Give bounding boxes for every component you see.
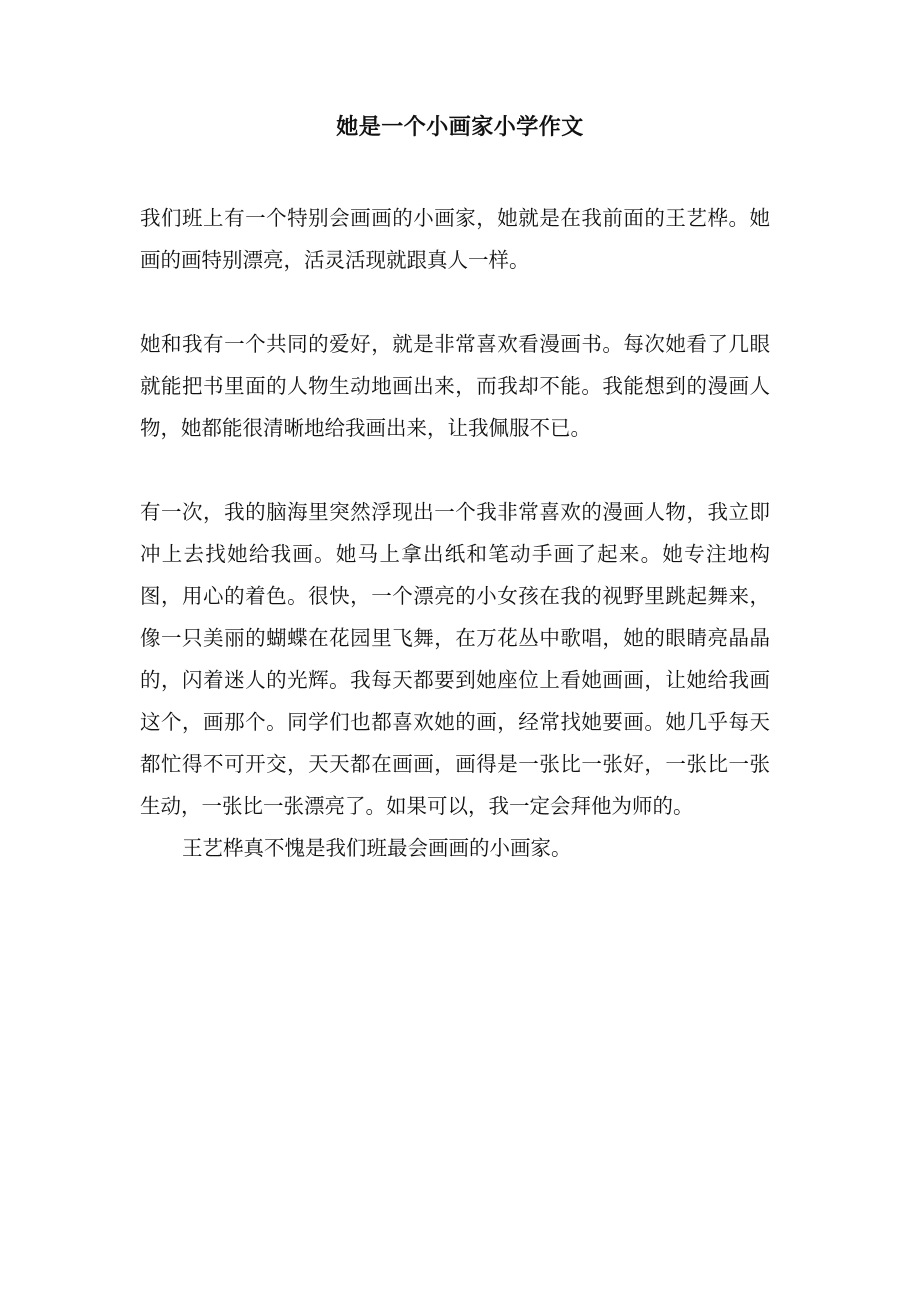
paragraph-1: 我们班上有一个特别会画画的小画家，她就是在我前面的王艺桦。她画的画特别漂亮，活灵活现就跟真人一样。 [140,206,770,272]
paragraph-2: 她和我有一个共同的爱好，就是非常喜欢看漫画书。每次她看了几眼就能把书里面的人物生动地画出来，而我却不能。我能想到的漫画人物，她都能很清晰地给我画出来，让我佩服不已。 [140,332,770,440]
document-body [140,197,770,869]
paragraph-4: 王艺桦真不愧是我们班最会画画的小画家。 [182,836,572,860]
paragraph-3: 有一次，我的脑海里突然浮现出一个我非常喜欢的漫画人物，我立即冲上去找她给我画。她马上拿出纸和笔动手画了起来。她专注地构图，用心的着色。很快，一个漂亮的小女孩在我的视野里跳起舞来，像一只美丽的蝴蝶在花园里飞舞，在万花丛中歌唱，她的眼睛亮晶晶的，闪着迷人的光辉。我每天都要到她座位上看她画画，让她给我画这个，画那个。同学们也都喜欢她的画，经常找她要画。她几乎每天都忙得不可开交，天天都在画画，画得是一张比一张好，一张比一张生动，一张比一张漂亮了。如果可以，我一定会拜他为师的。 [140,500,770,818]
document-title: 她是一个小画家小学作文 [336,114,584,140]
